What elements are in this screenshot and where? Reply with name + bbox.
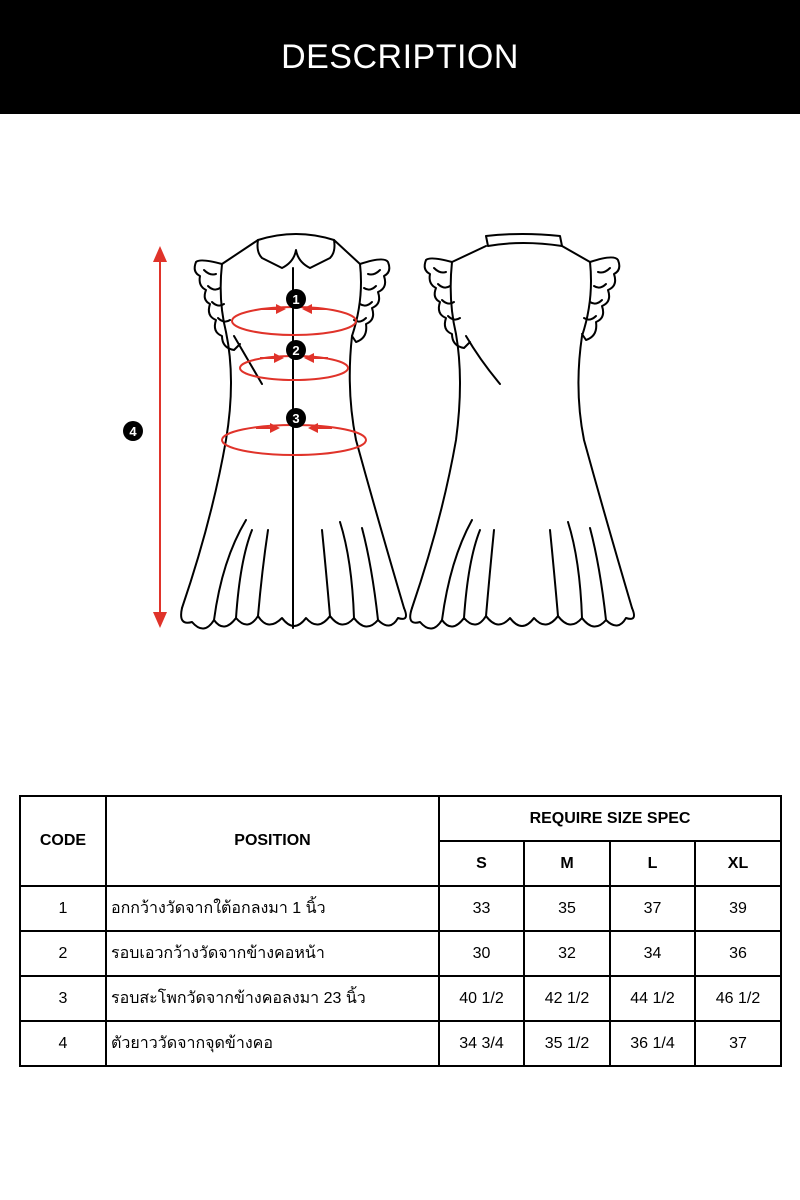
- header-size-xl: XL: [695, 841, 781, 886]
- table-row: [20, 1021, 781, 1066]
- row-position: รอบเอวกว้างวัดจากข้างคอหน้า: [106, 931, 439, 976]
- dress-diagram: [0, 114, 800, 754]
- table-row: [20, 931, 781, 976]
- value-l: 37: [610, 886, 695, 931]
- value-xl: 36: [695, 931, 781, 976]
- value-l: 44 1/2: [610, 976, 695, 1021]
- marker-1: [286, 289, 306, 309]
- length-arrow: [153, 246, 167, 628]
- header-size-m: M: [524, 841, 610, 886]
- value-s: 40 1/2: [439, 976, 524, 1021]
- back-dress-illustration: [410, 234, 634, 629]
- value-m: 35 1/2: [524, 1021, 610, 1066]
- header-position: POSITION: [106, 796, 439, 886]
- marker-4-label: 4: [129, 424, 137, 439]
- marker-1-label: 1: [292, 292, 300, 307]
- value-s: 30: [439, 931, 524, 976]
- row-code: 1: [20, 886, 106, 931]
- value-l: 34: [610, 931, 695, 976]
- page-title: DESCRIPTION: [281, 37, 519, 76]
- size-spec-table: [19, 795, 782, 1067]
- table-row: [20, 886, 781, 931]
- row-code: 3: [20, 976, 106, 1021]
- value-s: 33: [439, 886, 524, 931]
- row-position: ตัวยาววัดจากจุดข้างคอ: [106, 1021, 439, 1066]
- marker-3-label: 3: [292, 411, 300, 426]
- value-m: 32: [524, 931, 610, 976]
- row-code: 2: [20, 931, 106, 976]
- row-position: รอบสะโพกวัดจากข้างคอลงมา 23 นิ้ว: [106, 976, 439, 1021]
- value-m: 35: [524, 886, 610, 931]
- value-s: 34 3/4: [439, 1021, 524, 1066]
- header-code: CODE: [20, 796, 106, 886]
- marker-4: [123, 421, 143, 441]
- header-require-size-spec: REQUIRE SIZE SPEC: [439, 796, 781, 841]
- header-size-s: S: [439, 841, 524, 886]
- marker-2-label: 2: [292, 343, 300, 358]
- value-l: 36 1/4: [610, 1021, 695, 1066]
- marker-3: [286, 408, 306, 428]
- value-xl: 46 1/2: [695, 976, 781, 1021]
- header-size-l: L: [610, 841, 695, 886]
- row-code: 4: [20, 1021, 106, 1066]
- value-xl: 37: [695, 1021, 781, 1066]
- header-bar: [0, 0, 800, 114]
- row-position: อกกว้างวัดจากใต้อกลงมา 1 นิ้ว: [106, 886, 439, 931]
- value-m: 42 1/2: [524, 976, 610, 1021]
- value-xl: 39: [695, 886, 781, 931]
- table-row: [20, 976, 781, 1021]
- marker-2: [286, 340, 306, 360]
